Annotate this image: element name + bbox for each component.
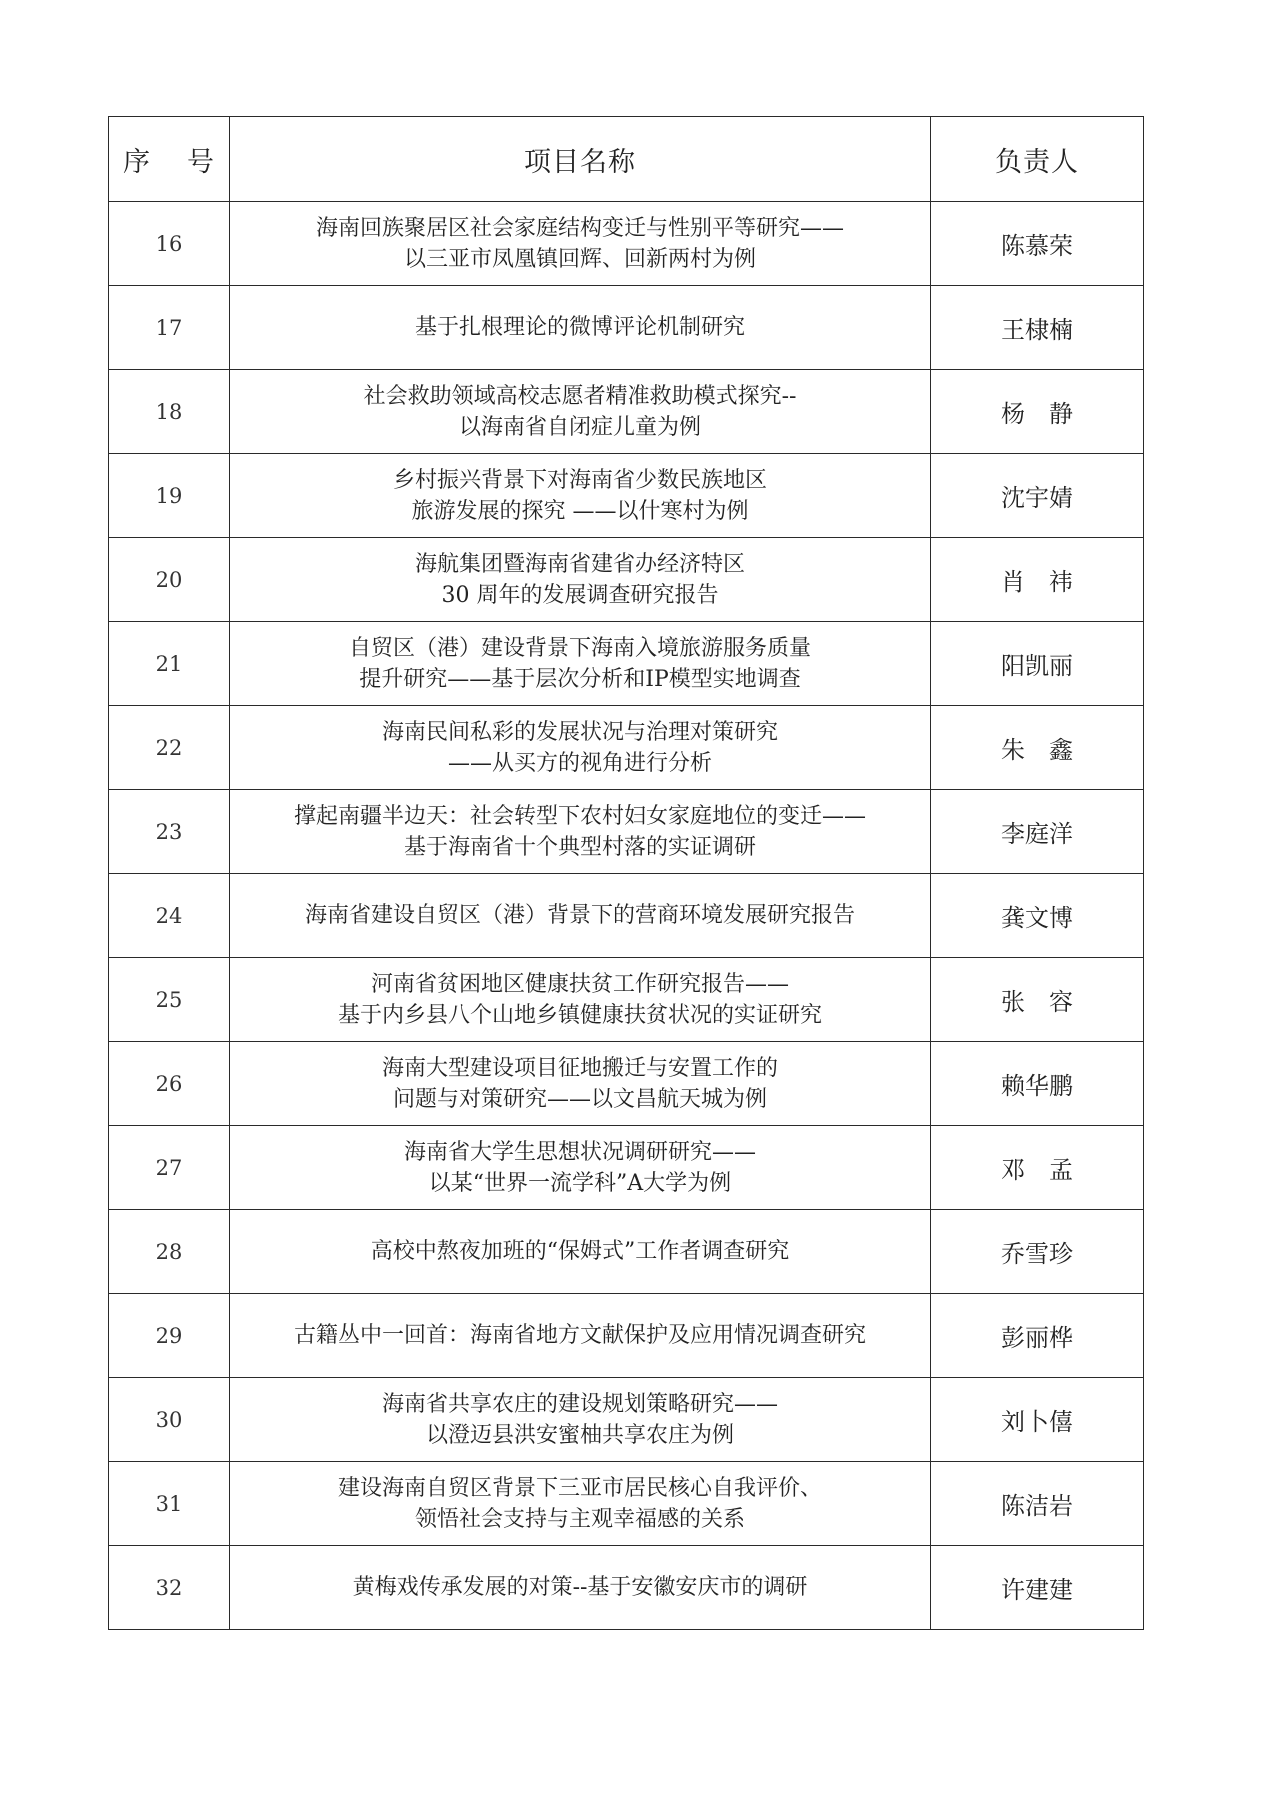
row-owner: 赖华鹏 xyxy=(931,1042,1144,1126)
row-index: 32 xyxy=(109,1546,230,1630)
project-name-line: 基于内乡县八个山地乡镇健康扶贫状况的实证研究 xyxy=(337,1002,822,1028)
project-name-line: 以海南省自闭症儿童为例 xyxy=(458,414,701,440)
project-name-line: 古籍丛中一回首：海南省地方文献保护及应用情况调查研究 xyxy=(293,1323,866,1348)
owner-name xyxy=(1001,730,1073,765)
project-name-line: 海南大型建设项目征地搬迁与安置工作的 xyxy=(381,1055,778,1081)
row-owner xyxy=(931,706,1144,790)
row-project-name xyxy=(230,1546,931,1630)
row-index: 22 xyxy=(109,706,230,790)
table-row xyxy=(109,1210,1144,1294)
table-row xyxy=(109,286,1144,370)
project-name-line: ——从买方的视角进行分析 xyxy=(447,750,712,776)
owner-name-char: 鑫 xyxy=(1049,736,1073,764)
row-index: 25 xyxy=(109,958,230,1042)
table-row xyxy=(109,706,1144,790)
row-project-name xyxy=(230,1462,931,1546)
table-row xyxy=(109,202,1144,286)
row-index: 31 xyxy=(109,1462,230,1546)
project-name-line: 河南省贫困地区健康扶贫工作研究报告—— xyxy=(370,971,789,997)
project-name-line: 海南省建设自贸区（港）背景下的营商环境发展研究报告 xyxy=(304,903,855,928)
table-header-row xyxy=(109,117,1144,202)
owner-name-char: 祎 xyxy=(1049,568,1073,596)
projects-table xyxy=(108,116,1144,1630)
row-project-name xyxy=(230,370,931,454)
row-owner: 陈慕荣 xyxy=(931,202,1144,286)
owner-name-char: 邓 xyxy=(1001,1156,1025,1184)
project-name-line: 基于扎根理论的微博评论机制研究 xyxy=(414,315,745,340)
project-name-line: 30 周年的发展调查研究报告 xyxy=(441,582,719,608)
project-name-line: 以某“世界一流学科”A大学为例 xyxy=(428,1170,732,1196)
row-owner xyxy=(931,958,1144,1042)
owner-name-char: 杨 xyxy=(1001,400,1025,428)
table-row xyxy=(109,1546,1144,1630)
row-project-name xyxy=(230,1126,931,1210)
row-project-name xyxy=(230,538,931,622)
table-row xyxy=(109,1126,1144,1210)
row-owner: 沈宇婧 xyxy=(931,454,1144,538)
row-owner: 龚文博 xyxy=(931,874,1144,958)
table-row xyxy=(109,958,1144,1042)
row-project-name xyxy=(230,286,931,370)
project-name-line: 海航集团暨海南省建省办经济特区 xyxy=(414,551,745,577)
table-row xyxy=(109,874,1144,958)
project-name-line: 撑起南疆半边天：社会转型下农村妇女家庭地位的变迁—— xyxy=(293,803,866,829)
header-owner: 负责人 xyxy=(931,117,1144,202)
row-owner: 阳凯丽 xyxy=(931,622,1144,706)
row-project-name xyxy=(230,1378,931,1462)
row-index: 18 xyxy=(109,370,230,454)
row-owner xyxy=(931,1126,1144,1210)
row-project-name xyxy=(230,1210,931,1294)
row-project-name xyxy=(230,1042,931,1126)
header-project-name: 项目名称 xyxy=(230,117,931,202)
project-name-line: 提升研究——基于层次分析和IP模型实地调查 xyxy=(359,666,801,692)
table-body xyxy=(109,202,1144,1630)
row-index: 20 xyxy=(109,538,230,622)
table-row xyxy=(109,538,1144,622)
row-project-name xyxy=(230,874,931,958)
row-owner: 王棣楠 xyxy=(931,286,1144,370)
table-row xyxy=(109,1462,1144,1546)
project-name-line: 黄梅戏传承发展的对策--基于安徽安庆市的调研 xyxy=(352,1575,808,1600)
owner-name-char: 静 xyxy=(1049,400,1073,428)
project-name-line: 问题与对策研究——以文昌航天城为例 xyxy=(392,1086,767,1112)
row-project-name xyxy=(230,202,931,286)
row-owner: 许建建 xyxy=(931,1546,1144,1630)
header-index-char: 号 xyxy=(187,146,215,178)
row-owner xyxy=(931,370,1144,454)
project-name-line: 社会救助领域高校志愿者精准救助模式探究-- xyxy=(363,383,797,409)
owner-name-char: 肖 xyxy=(1001,568,1025,596)
header-index-char: 序 xyxy=(123,146,151,178)
row-index: 26 xyxy=(109,1042,230,1126)
owner-name-char: 朱 xyxy=(1001,736,1025,764)
table-row xyxy=(109,1294,1144,1378)
table-row xyxy=(109,622,1144,706)
owner-name xyxy=(1001,982,1073,1017)
table-row xyxy=(109,1042,1144,1126)
owner-name-char: 张 xyxy=(1001,988,1025,1016)
project-name-line: 旅游发展的探究 ——以什寒村为例 xyxy=(411,498,749,524)
row-index: 29 xyxy=(109,1294,230,1378)
project-name-line: 海南民间私彩的发展状况与治理对策研究 xyxy=(381,719,778,745)
owner-name xyxy=(1001,394,1073,429)
project-name-line: 海南省大学生思想状况调研研究—— xyxy=(403,1139,756,1165)
row-owner xyxy=(931,538,1144,622)
owner-name-char: 容 xyxy=(1049,988,1073,1016)
project-name-line: 领悟社会支持与主观幸福感的关系 xyxy=(414,1506,745,1532)
project-name-line: 海南回族聚居区社会家庭结构变迁与性别平等研究—— xyxy=(315,215,844,241)
project-name-line: 基于海南省十个典型村落的实证调研 xyxy=(403,834,756,860)
row-index: 23 xyxy=(109,790,230,874)
owner-name xyxy=(1001,1150,1073,1185)
project-name-line: 以三亚市凤凰镇回辉、回新两村为例 xyxy=(403,246,756,272)
row-owner: 陈洁岩 xyxy=(931,1462,1144,1546)
row-project-name xyxy=(230,622,931,706)
row-project-name xyxy=(230,958,931,1042)
table-row xyxy=(109,370,1144,454)
row-owner: 刘卜僖 xyxy=(931,1378,1144,1462)
header-index xyxy=(109,117,230,202)
project-name-line: 乡村振兴背景下对海南省少数民族地区 xyxy=(392,467,767,493)
project-name-line: 高校中熬夜加班的“保姆式”工作者调查研究 xyxy=(370,1239,790,1264)
row-index: 17 xyxy=(109,286,230,370)
row-project-name xyxy=(230,706,931,790)
owner-name-char: 孟 xyxy=(1049,1156,1073,1184)
row-owner: 彭丽桦 xyxy=(931,1294,1144,1378)
row-index: 24 xyxy=(109,874,230,958)
row-project-name xyxy=(230,454,931,538)
row-index: 27 xyxy=(109,1126,230,1210)
table-row xyxy=(109,790,1144,874)
table-row xyxy=(109,1378,1144,1462)
row-owner: 乔雪珍 xyxy=(931,1210,1144,1294)
row-project-name xyxy=(230,1294,931,1378)
row-index: 30 xyxy=(109,1378,230,1462)
row-index: 19 xyxy=(109,454,230,538)
row-index: 16 xyxy=(109,202,230,286)
row-index: 21 xyxy=(109,622,230,706)
row-owner: 李庭洋 xyxy=(931,790,1144,874)
project-name-line: 以澄迈县洪安蜜柚共享农庄为例 xyxy=(425,1422,734,1448)
row-project-name xyxy=(230,790,931,874)
owner-name xyxy=(1001,562,1073,597)
project-name-line: 自贸区（港）建设背景下海南入境旅游服务质量 xyxy=(348,635,811,661)
table-row xyxy=(109,454,1144,538)
project-name-line: 建设海南自贸区背景下三亚市居民核心自我评价、 xyxy=(337,1475,822,1501)
project-name-line: 海南省共享农庄的建设规划策略研究—— xyxy=(381,1391,778,1417)
row-index: 28 xyxy=(109,1210,230,1294)
